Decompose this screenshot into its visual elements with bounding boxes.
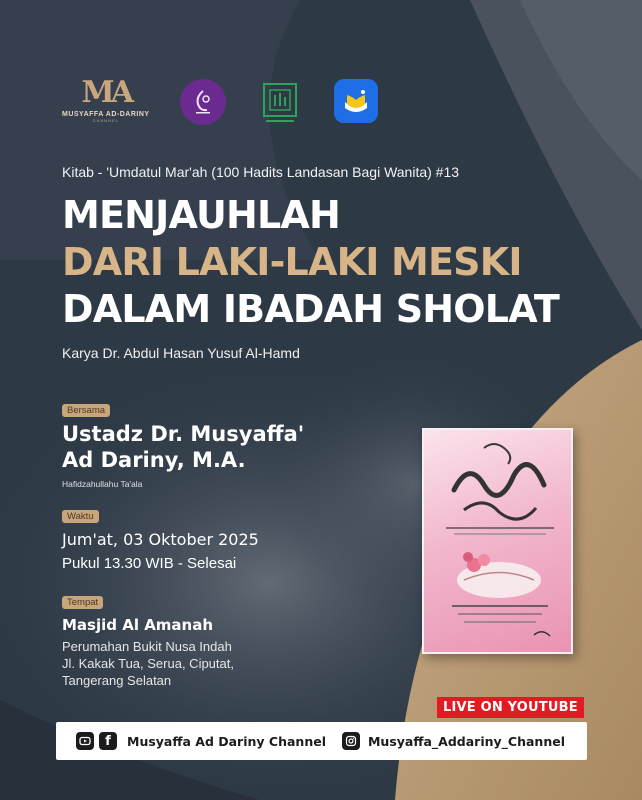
title-line-2: DARI LAKI-LAKI MESKI [62, 240, 522, 284]
main-title [62, 192, 559, 333]
event-date: Jum'at, 03 Oktober 2025 [62, 530, 259, 549]
instagram-icon [342, 732, 360, 750]
book-cover-image [422, 428, 573, 654]
address-line-3: Tangerang Selatan [62, 673, 172, 688]
musyaffa-logo-sub: CHANNEL [92, 118, 119, 123]
venue-address [62, 638, 234, 689]
time-tag: Waktu [62, 510, 99, 523]
speaker-honorific: Hafidzahullahu Ta'ala [62, 479, 143, 489]
instagram-channel-name: Musyaffa_Addariny_Channel [367, 733, 565, 749]
series-subtitle: Kitab - 'Umdatul Mar'ah (100 Hadits Landasan Bagi Wanita) #13 [62, 164, 460, 180]
live-on-youtube-badge: LIVE ON YOUTUBE [437, 697, 584, 718]
title-line-3: DALAM IBADAH SHOLAT [62, 287, 559, 331]
musyaffa-logo-name: MUSYAFFA AD-DARINY [62, 111, 150, 118]
musyaffa-logo [62, 76, 150, 123]
event-hour: Pukul 13.30 WIB - Selesai [62, 555, 237, 572]
speaker-name [62, 421, 304, 473]
purple-circle-logo-icon [180, 79, 226, 125]
musyaffa-mark-icon: MA [81, 75, 131, 110]
youtube-icon [76, 732, 94, 750]
speaker-name-line-2: Ad Dariny, M.A. [62, 448, 246, 472]
blue-book-app-icon [334, 79, 378, 123]
speaker-section [62, 400, 304, 489]
social-footer [56, 722, 587, 760]
address-line-2: Jl. Kakak Tua, Serua, Ciputat, [62, 656, 234, 671]
book-author: Karya Dr. Abdul Hasan Yusuf Al-Hamd [62, 345, 300, 361]
time-section [62, 506, 259, 572]
place-section [62, 592, 234, 689]
youtube-facebook-channel-name: Musyaffa Ad Dariny Channel [127, 733, 326, 749]
book-cover-art [424, 430, 573, 654]
address-line-1: Perumahan Bukit Nusa Indah [62, 639, 232, 654]
green-frame-logo-icon [256, 78, 304, 126]
speaker-name-line-1: Ustadz Dr. Musyaffa' [62, 422, 305, 446]
partner-logos [62, 76, 378, 126]
facebook-icon: f [99, 732, 117, 750]
place-tag: Tempat [62, 596, 103, 609]
venue-name: Masjid Al Amanah [62, 616, 214, 634]
title-line-1: MENJAUHLAH [62, 193, 341, 237]
speaker-tag: Bersama [62, 404, 110, 417]
